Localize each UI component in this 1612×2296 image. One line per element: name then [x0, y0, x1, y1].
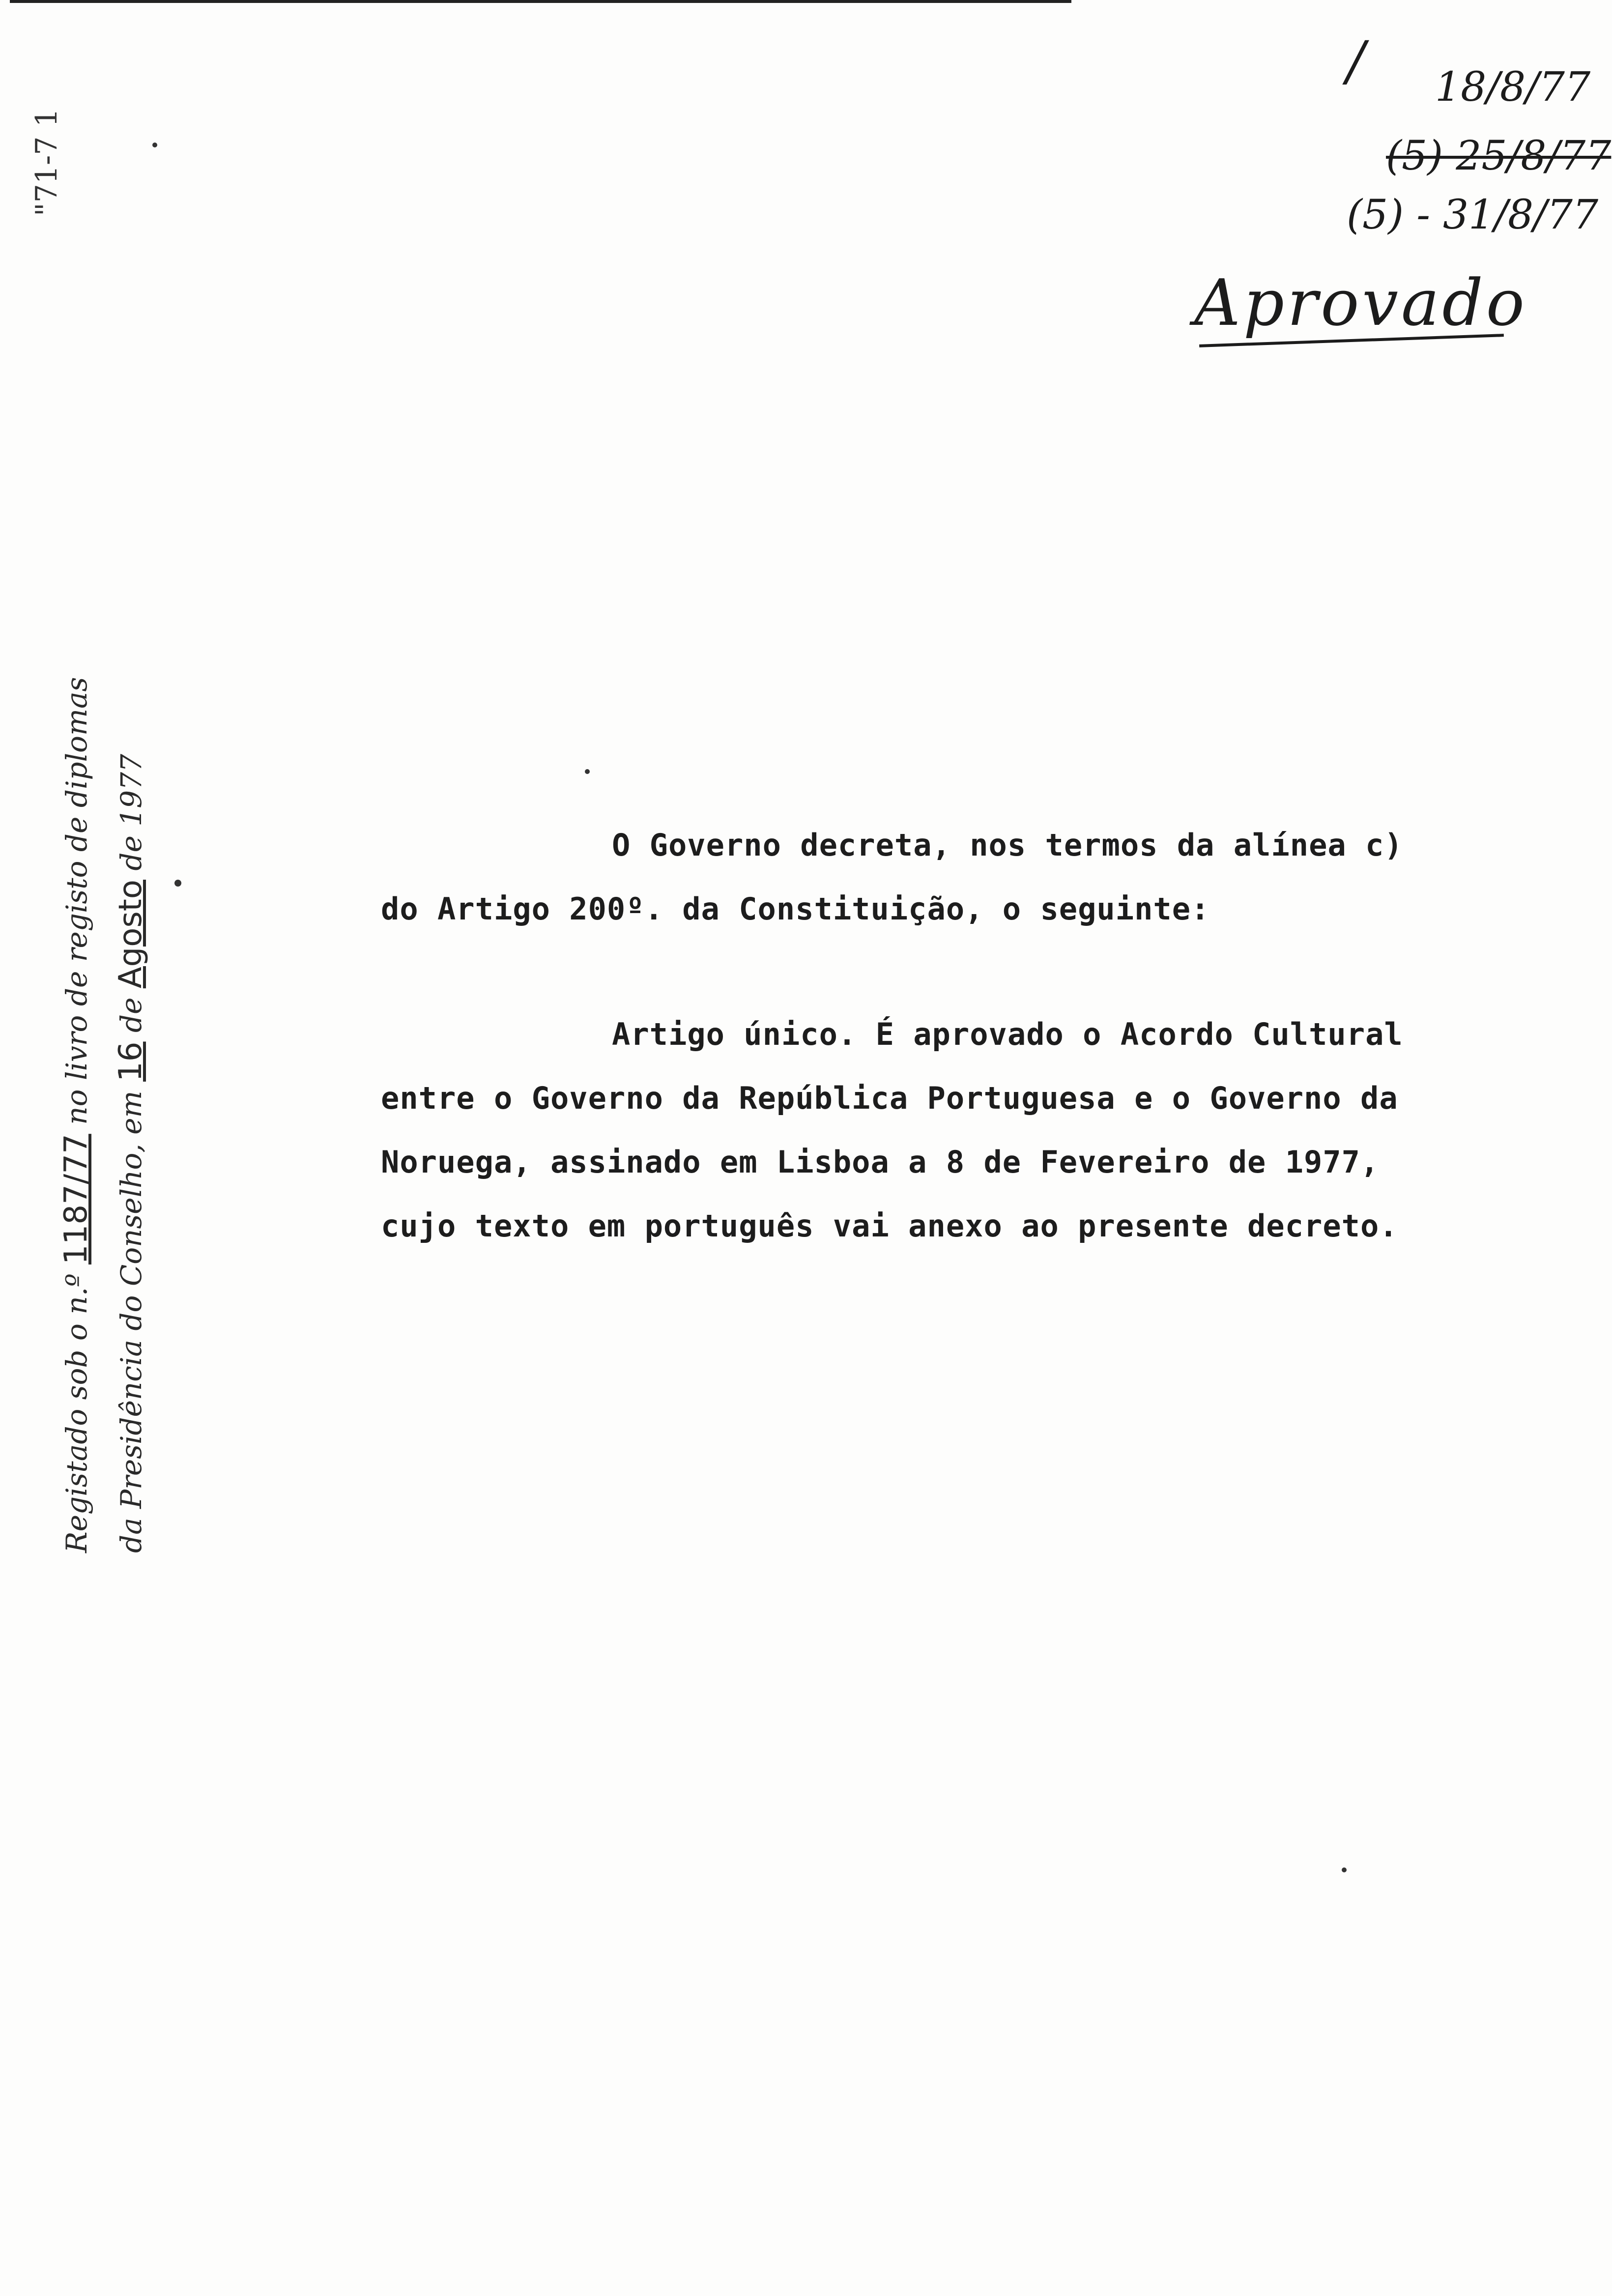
- handwritten-date-2-struck: (5) 25/8/77: [1386, 133, 1612, 179]
- stamp-month: Agosto: [113, 880, 149, 989]
- paper-speck: [585, 769, 590, 774]
- handwritten-date-3: (5) - 31/8/77: [1347, 192, 1599, 238]
- preamble-line-1: O Governo decreta, nos termos da alínea c): [612, 827, 1403, 863]
- preamble-line-2: do Artigo 200º. da Constituição, o seguinte:: [381, 891, 1210, 927]
- stamp-day: 16: [113, 1041, 149, 1082]
- decree-body: [381, 813, 1511, 1258]
- margin-mark: "71-7 1: [29, 108, 64, 216]
- article-line-3: Noruega, assinado em Lisboa a 8 de Fevereiro de 1977,: [381, 1144, 1380, 1180]
- approved-annotation: Aprovado: [1194, 265, 1527, 340]
- decree-article: [381, 1003, 1511, 1258]
- stamp-line-2-suffix: de 1977: [115, 754, 148, 871]
- stamp-line-1-prefix: Registado sob o n.º: [60, 1273, 93, 1553]
- handwritten-date-1: 18/8/77: [1435, 64, 1591, 111]
- article-line-2: entre o Governo da República Portuguesa e o Governo da: [381, 1080, 1398, 1116]
- stamp-number: 1187/77: [58, 1134, 94, 1265]
- article-line-1: Artigo único. É aprovado o Acordo Cultural: [612, 1016, 1403, 1052]
- stamp-line-2-prefix: da Presidência do Conselho, em: [115, 1091, 148, 1553]
- top-rule: [10, 0, 1071, 3]
- decree-preamble: [381, 813, 1511, 941]
- registration-stamp: [49, 677, 158, 1553]
- stamp-line-1: [49, 677, 104, 1553]
- paper-speck: [174, 880, 181, 887]
- stamp-line-2-mid: de: [115, 997, 148, 1033]
- article-line-4: cujo texto em português vai anexo ao presente decreto.: [381, 1208, 1398, 1244]
- handwritten-mark: /: [1347, 29, 1365, 92]
- stamp-line-1-suffix: no livro de registo de diplomas: [60, 677, 93, 1125]
- stamp-line-2: [104, 677, 158, 1553]
- paper-speck: [152, 143, 157, 147]
- paper-speck: [1342, 1867, 1347, 1872]
